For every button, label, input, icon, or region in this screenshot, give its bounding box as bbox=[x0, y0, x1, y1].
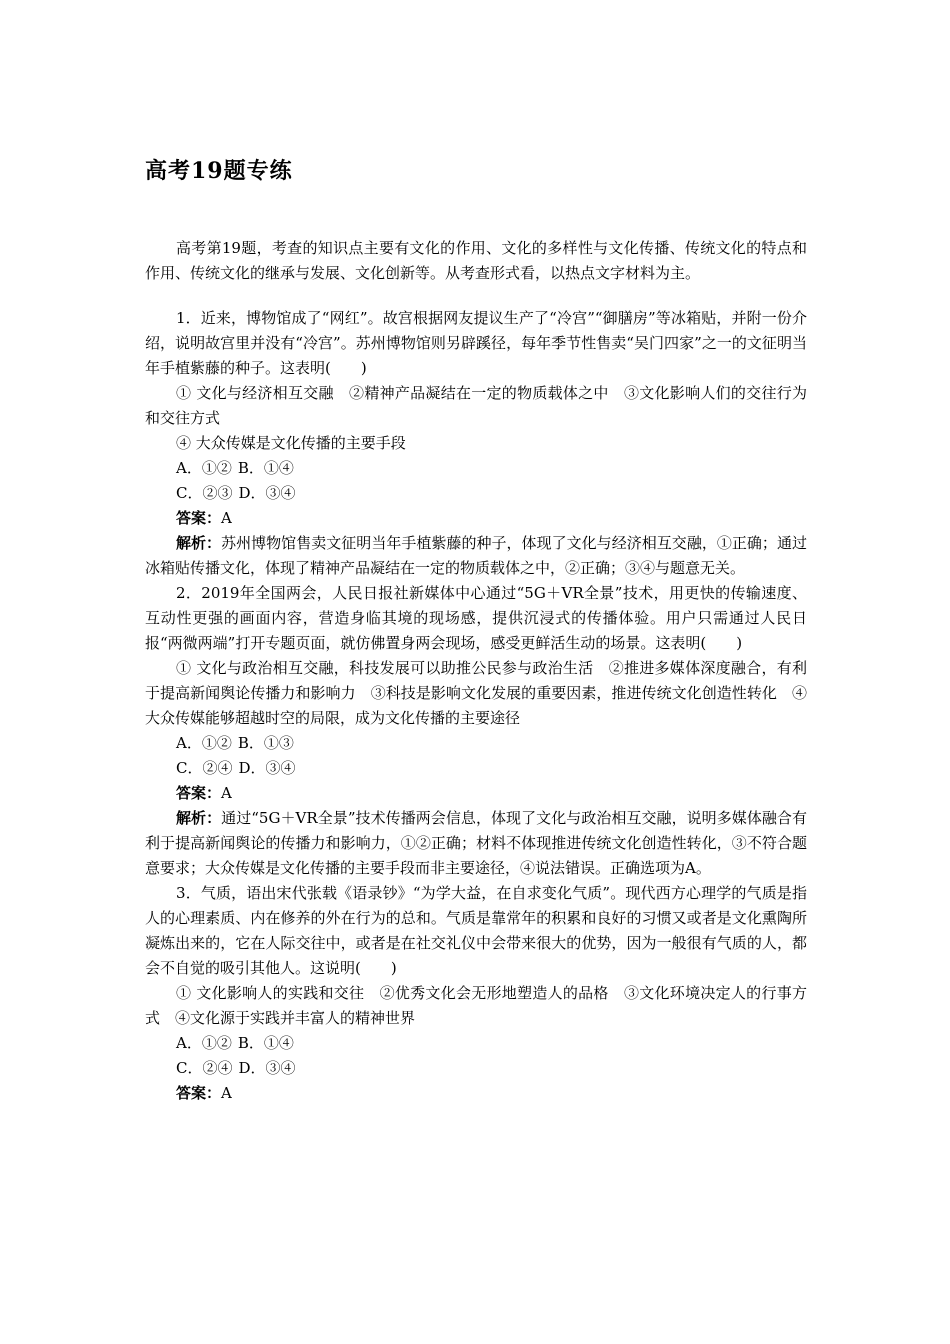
question-statements: ① 文化与经济相互交融 ②精神产品凝结在一定的物质载体之中 ③文化影响人们的交往行为和交往方式 bbox=[145, 384, 807, 427]
question-3 bbox=[145, 881, 807, 1106]
analysis-paragraph bbox=[145, 531, 807, 581]
options-row bbox=[145, 756, 807, 781]
option-c: C．②③ bbox=[176, 484, 233, 502]
answer-value: A bbox=[221, 784, 232, 802]
options-row bbox=[145, 456, 807, 481]
answer-label: 答案： bbox=[176, 784, 222, 802]
options-row bbox=[145, 481, 807, 506]
question-statements: ① 文化影响人的实践和交往 ②优秀文化会无形地塑造人的品格 ③文化环境决定人的行事方式 ④文化源于实践并丰富人的精神世界 bbox=[145, 984, 807, 1027]
question-statements: ① 文化与政治相互交融，科技发展可以助推公民参与政治生活 ②推进多媒体深度融合，有利于提高新闻舆论传播力和影响力 ③科技是影响文化发展的重要因素，推进传统文化创造性转化 ④大众传媒能够超越时空的局限，成为文化传播的主要途径 bbox=[145, 659, 807, 727]
answer-line bbox=[145, 781, 807, 806]
option-d: D．③④ bbox=[238, 759, 296, 777]
options-row bbox=[145, 731, 807, 756]
spacer bbox=[145, 286, 807, 306]
option-d: D．③④ bbox=[238, 1059, 296, 1077]
analysis-text: 苏州博物馆售卖文征明当年手植紫藤的种子，体现了文化与经济相互交融，①正确；通过冰箱贴传播文化，体现了精神产品凝结在一定的物质载体之中，②正确；③④与题意无关。 bbox=[145, 534, 807, 577]
option-c: C．②④ bbox=[176, 759, 233, 777]
analysis-label: 解析： bbox=[176, 534, 222, 552]
option-a: A．①② bbox=[176, 459, 232, 477]
analysis-text: 通过“5G＋VR全景”技术传播两会信息，体现了文化与政治相互交融，说明多媒体融合有利于提高新闻舆论的传播力和影响力，①②正确；材料不体现推进传统文化创造性转化，③不符合题意要求；大众传媒是文化传播的主要手段而非主要途径，④说法错误。正确选项为A。 bbox=[145, 809, 807, 877]
question-stem: 3．气质，语出宋代张载《语录钞》“为学大益，在自求变化气质”。现代西方心理学的气质是指人的心理素质、内在修养的外在行为的总和。气质是靠常年的积累和良好的习惯又或者是文化熏陶所凝炼出来的，它在人际交往中，或者是在社交礼仪中会带来很大的优势，因为一般很有气质的人，都会不自觉的吸引其他人。这说明( ) bbox=[145, 884, 807, 977]
page-title: 高考19题专练 bbox=[145, 158, 293, 184]
options-row bbox=[145, 1031, 807, 1056]
answer-value: A bbox=[221, 509, 232, 527]
option-a: A．①② bbox=[176, 1034, 232, 1052]
document-body bbox=[145, 236, 807, 1106]
answer-line bbox=[145, 506, 807, 531]
analysis-label: 解析： bbox=[176, 809, 222, 827]
option-b: B．①③ bbox=[237, 734, 294, 752]
question-1 bbox=[145, 306, 807, 581]
question-stem: 1．近来，博物馆成了“网红”。故宫根据网友提议生产了“冷宫”“御膳房”等冰箱贴，并附一份介绍，说明故宫里并没有“冷宫”。苏州博物馆则另辟蹊径，每年季节性售卖“吴门四家”之一的文征明当年手植紫藤的种子。这表明( ) bbox=[145, 309, 807, 377]
options-row bbox=[145, 1056, 807, 1081]
answer-line bbox=[145, 1081, 807, 1106]
analysis-paragraph bbox=[145, 806, 807, 881]
question-statements: ④ 大众传媒是文化传播的主要手段 bbox=[176, 434, 406, 452]
option-a: A．①② bbox=[176, 734, 232, 752]
option-b: B．①④ bbox=[237, 459, 294, 477]
answer-value: A bbox=[221, 1084, 232, 1102]
option-d: D．③④ bbox=[238, 484, 296, 502]
question-2 bbox=[145, 581, 807, 881]
option-c: C．②④ bbox=[176, 1059, 233, 1077]
question-stem: 2．2019年全国两会，人民日报社新媒体中心通过“5G＋VR全景”技术，用更快的传输速度、互动性更强的画面内容，营造身临其境的现场感，提供沉浸式的传播体验。用户只需通过人民日报“两微两端”打开专题页面，就仿佛置身两会现场，感受更鲜活生动的场景。这表明( ) bbox=[145, 584, 807, 652]
answer-label: 答案： bbox=[176, 509, 222, 527]
intro-paragraph: 高考第19题，考查的知识点主要有文化的作用、文化的多样性与文化传播、传统文化的特点和作用、传统文化的继承与发展、文化创新等。从考查形式看，以热点文字材料为主。 bbox=[145, 239, 807, 282]
option-b: B．①④ bbox=[237, 1034, 294, 1052]
answer-label: 答案： bbox=[176, 1084, 222, 1102]
